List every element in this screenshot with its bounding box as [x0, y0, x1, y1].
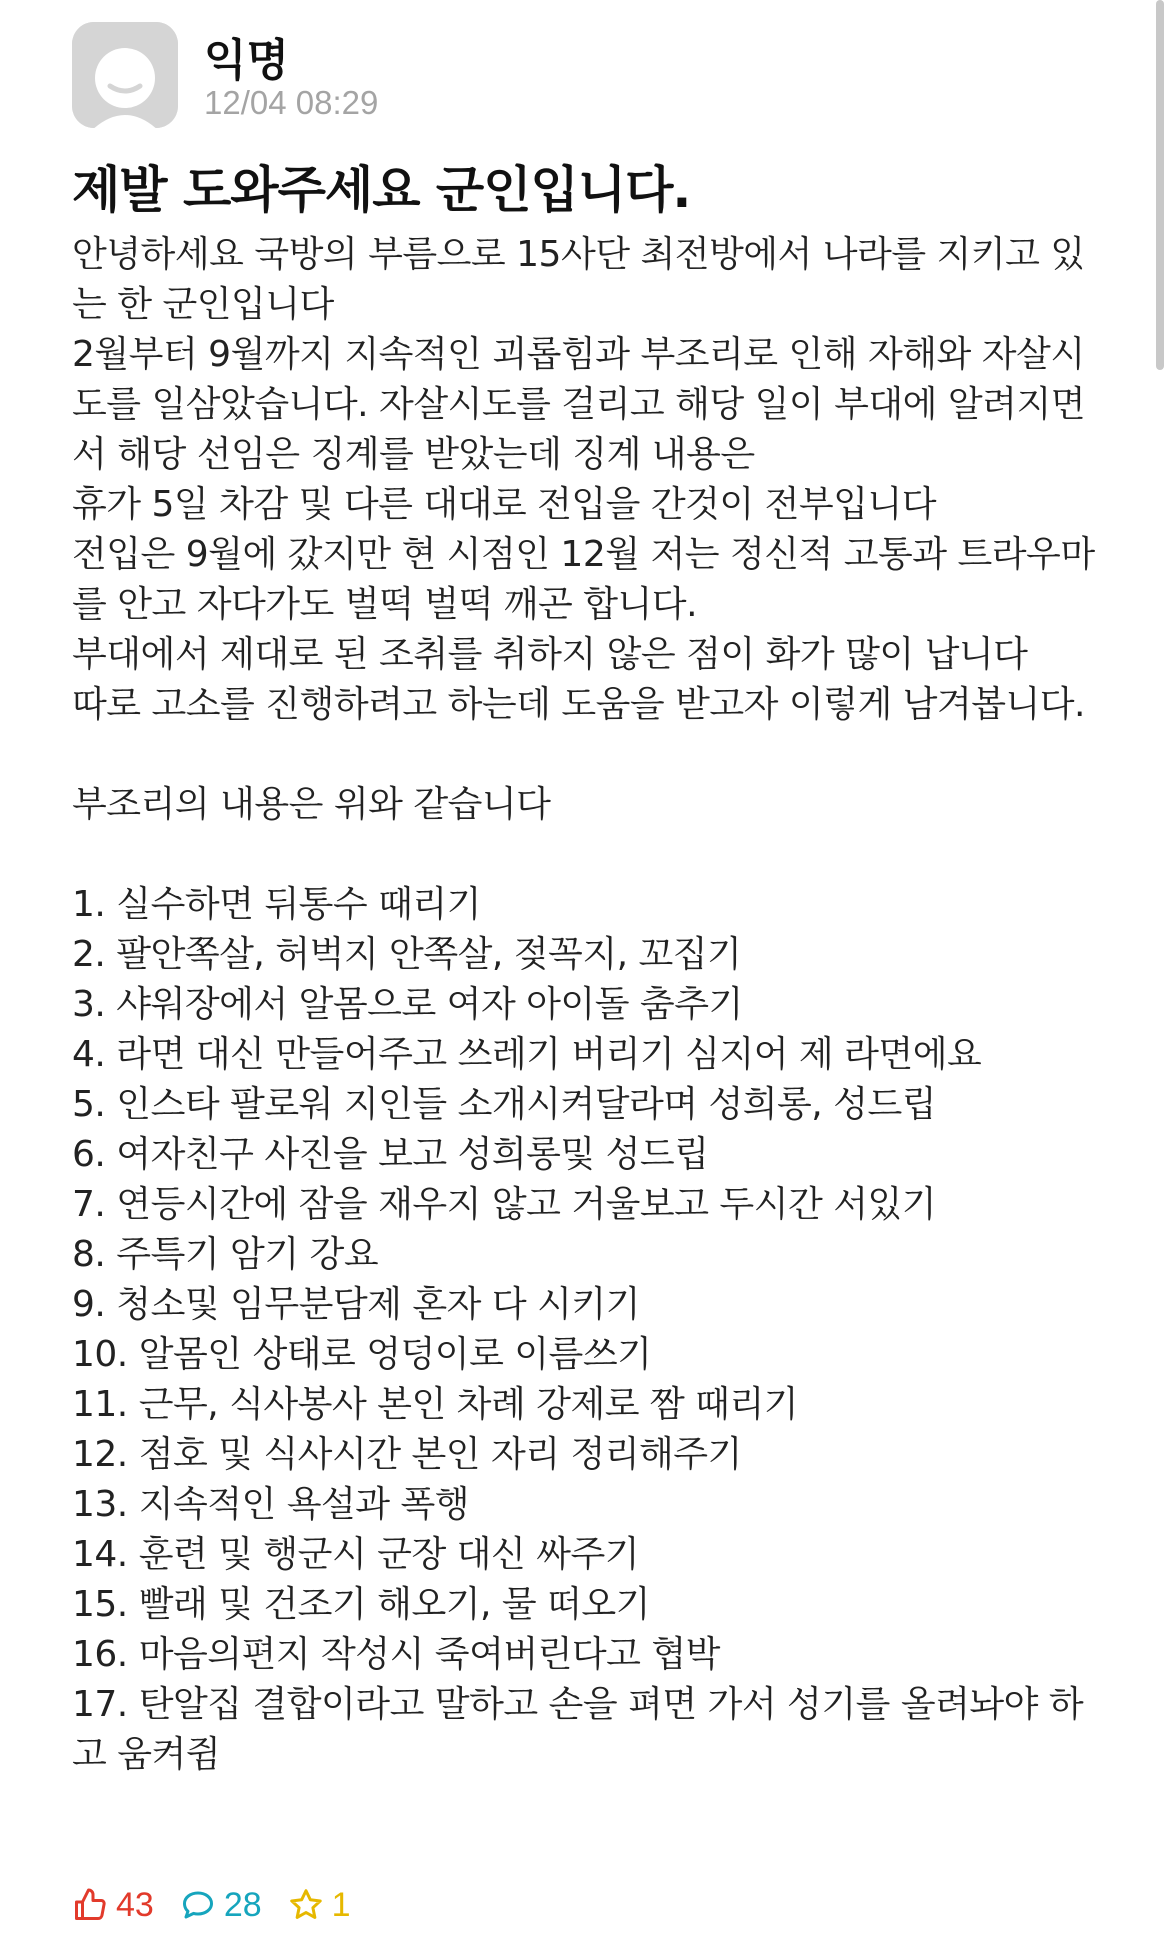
post-timestamp: 12/04 08:29: [204, 84, 379, 121]
body-paragraph: 전입은 9월에 갔지만 현 시점인 12월 저는 정신적 고통과 트라우마를 안고 자다가도 벌떡 벌떡 깨곤 합니다.: [72, 534, 1095, 625]
comment-button[interactable]: [180, 1886, 262, 1925]
list-item: 12. 점호 및 식사시간 본인 자리 정리해주기: [72, 1434, 742, 1475]
list-item: 8. 주특기 암기 강요: [72, 1234, 379, 1275]
list-item: 9. 청소및 임무분담제 혼자 다 시키기: [72, 1284, 640, 1325]
list-item: 2. 팔안쪽살, 허벅지 안쪽살, 젖꼭지, 꼬집기: [72, 934, 742, 975]
list-item: 5. 인스타 팔로워 지인들 소개시켜달라며 성희롱, 성드립: [72, 1084, 937, 1125]
list-item: 17. 탄알집 결합이라고 말하고 손을 펴면 가서 성기를 올려놔야 하고 움켜쥠: [72, 1684, 1084, 1775]
spacer: [72, 830, 1112, 880]
body-paragraph: 휴가 5일 차감 및 다른 대대로 전입을 간것이 전부입니다: [72, 484, 937, 525]
list-item: 6. 여자친구 사진을 보고 성희롱및 성드립: [72, 1134, 709, 1175]
comment-count: 28: [223, 1885, 262, 1924]
list-item: 4. 라면 대신 만들어주고 쓰레기 버리기 심지어 제 라면에요: [72, 1034, 982, 1075]
list-item: 11. 근무, 식사봉사 본인 차례 강제로 짬 때리기: [72, 1384, 798, 1425]
list-item: 14. 훈련 및 행군시 군장 대신 싸주기: [72, 1534, 640, 1575]
body-paragraph: 따로 고소를 진행하려고 하는데 도움을 받고자 이렇게 남겨봅니다.: [72, 684, 1085, 725]
scrollbar[interactable]: [1156, 0, 1164, 370]
scrap-count: 1: [331, 1885, 351, 1924]
author-name: 익명: [204, 35, 290, 86]
thumbs-up-icon: [72, 1887, 108, 1923]
spacer: [72, 730, 1112, 780]
post-stats: [72, 1880, 377, 1930]
post-title: 제발 도와주세요 군인입니다.: [72, 161, 691, 219]
list-item: 13. 지속적인 욕설과 폭행: [72, 1484, 470, 1525]
list-intro: 부조리의 내용은 위와 같습니다: [72, 784, 551, 825]
like-button[interactable]: [72, 1886, 154, 1925]
list-item: 10. 알몸인 상태로 엉덩이로 이름쓰기: [72, 1334, 652, 1375]
post-body: [72, 230, 1112, 1780]
scrap-button[interactable]: [288, 1886, 351, 1925]
avatar[interactable]: [72, 22, 178, 128]
default-avatar-icon: [72, 22, 178, 128]
like-count: 43: [116, 1885, 154, 1924]
list-item: 1. 실수하면 뒤통수 때리기: [72, 884, 481, 925]
star-icon: [288, 1887, 324, 1923]
list-item: 15. 빨래 및 건조기 해오기, 물 떠오기: [72, 1584, 650, 1625]
comment-bubble-icon: [180, 1887, 216, 1923]
list-item: 16. 마음의편지 작성시 죽여버린다고 협박: [72, 1634, 720, 1675]
list-item: 3. 샤워장에서 알몸으로 여자 아이돌 춤추기: [72, 984, 743, 1025]
list-item: 7. 연등시간에 잠을 재우지 않고 거울보고 두시간 서있기: [72, 1184, 937, 1225]
body-paragraph: 부대에서 제대로 된 조취를 취하지 않은 점이 화가 많이 납니다: [72, 634, 1028, 675]
body-paragraph: 안녕하세요 국방의 부름으로 15사단 최전방에서 나라를 지키고 있는 한 군인입니다: [72, 234, 1085, 325]
body-paragraph: 2월부터 9월까지 지속적인 괴롭힘과 부조리로 인해 자해와 자살시도를 일삼았습니다. 자살시도를 걸리고 해당 일이 부대에 알려지면서 해당 선임은 징계를 받았는데 징계 내용은: [72, 334, 1085, 475]
